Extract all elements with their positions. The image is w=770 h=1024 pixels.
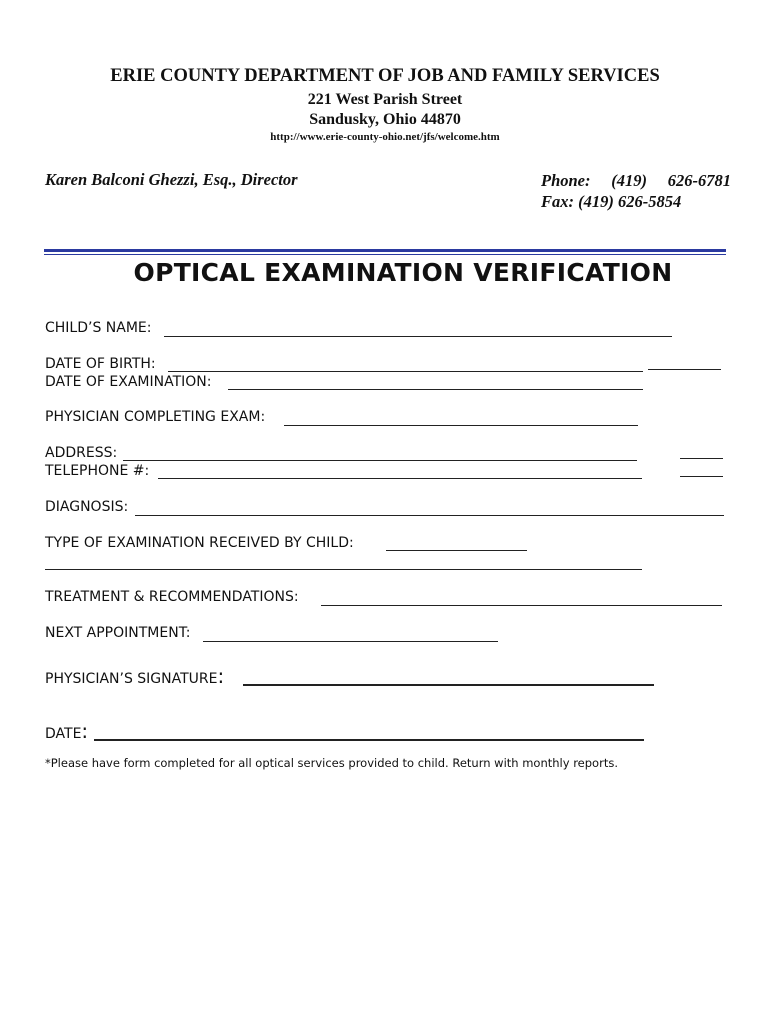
physician-line[interactable] [284,425,638,426]
city-address: Sandusky, Ohio 44870 [309,111,461,128]
date-of-birth-line-extra[interactable] [648,369,721,370]
address-line-extra[interactable] [680,458,723,459]
exam-type-label: TYPE OF EXAMINATION RECEIVED BY CHILD: [45,535,354,551]
treatment-line[interactable] [321,605,722,606]
date-line[interactable] [94,739,644,741]
form-title: OPTICAL EXAMINATION VERIFICATION [133,258,673,287]
date-label: DATE: [45,719,89,743]
diagnosis-label: DIAGNOSIS: [45,499,129,515]
header-divider-thick [44,249,726,252]
address-label: ADDRESS: [45,445,118,461]
telephone-line[interactable] [158,478,642,479]
department-name: ERIE COUNTY DEPARTMENT OF JOB AND FAMILY SERVICES [110,66,660,86]
date-of-birth-line[interactable] [168,371,643,372]
signature-line[interactable] [243,684,654,686]
date-of-examination-label: DATE OF EXAMINATION: [45,374,212,390]
childs-name-line[interactable] [164,336,672,337]
next-appointment-line[interactable] [203,641,498,642]
director-name: Karen Balconi Ghezzi, Esq., Director [45,170,298,189]
diagnosis-line[interactable] [135,515,724,516]
header-divider-thin [44,254,726,255]
date-of-birth-label: DATE OF BIRTH: [45,356,156,372]
date-of-examination-line[interactable] [228,389,643,390]
physician-label: PHYSICIAN COMPLETING EXAM: [45,409,266,425]
website-url: http://www.erie-county-ohio.net/jfs/welcome.htm [270,131,500,143]
exam-type-line[interactable] [386,550,527,551]
address-line[interactable] [123,460,637,461]
contact-info: Phone: (419) 626-6781 Fax: (419) 626-5854 [541,171,731,211]
next-appointment-label: NEXT APPOINTMENT: [45,625,191,641]
telephone-label: TELEPHONE #: [45,463,150,479]
signature-label: PHYSICIAN’S SIGNATURE: [45,664,225,688]
childs-name-label: CHILD’S NAME: [45,320,152,336]
treatment-label: TREATMENT & RECOMMENDATIONS: [45,589,299,605]
exam-type-line-2[interactable] [45,569,642,570]
footnote: *Please have form completed for all optical services provided to child. Return with monthly reports. [45,756,618,770]
street-address: 221 West Parish Street [307,91,463,108]
telephone-line-extra[interactable] [680,476,723,477]
